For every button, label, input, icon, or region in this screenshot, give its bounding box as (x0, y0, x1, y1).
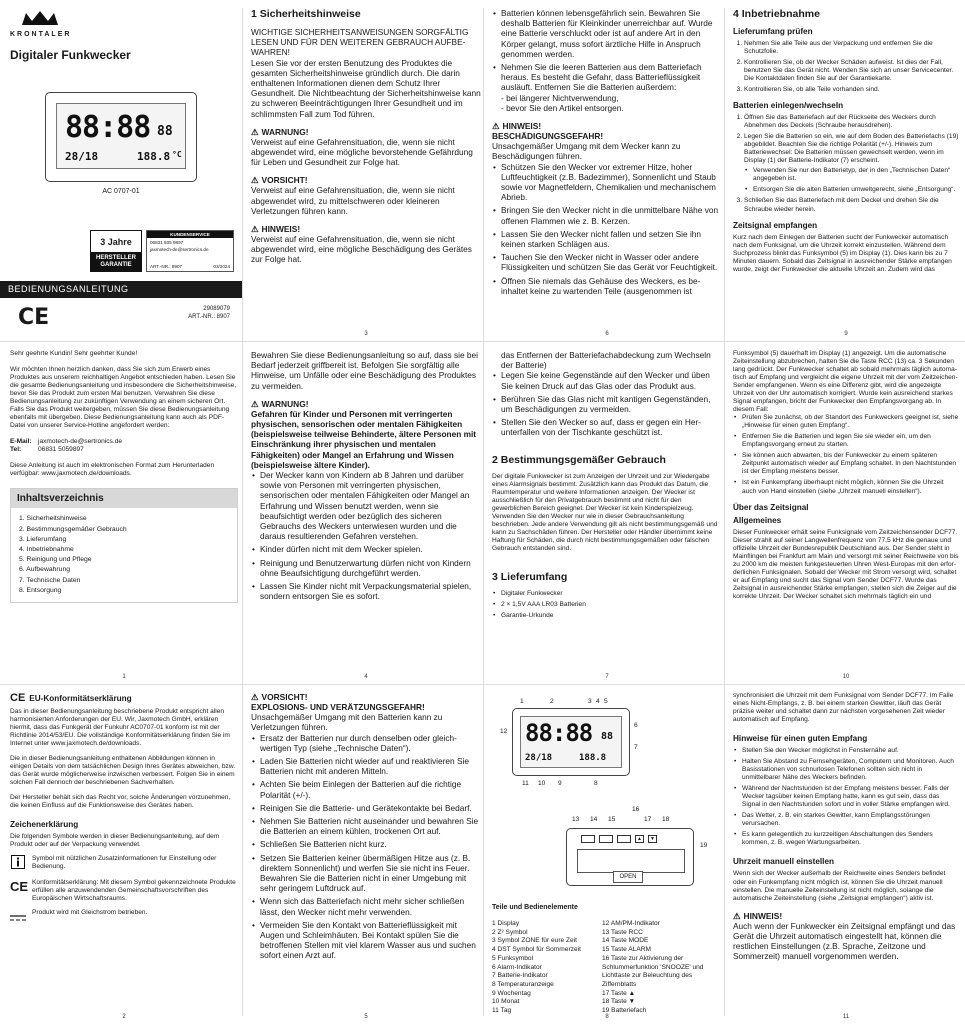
tel-value: 06831 5059897 (38, 446, 84, 454)
battery-safety-7: • Setzen Sie Batterien keiner übermäßigen Hitze aus (z. B. direktem Sonnenlicht) und werfen Sie sie nicht ins Feuer. Bewahren Sie die Batterien nicht in einer Umgebung mit sehr geringem Luftdruck auf. (260, 853, 481, 894)
part-item: 3 Symbol ZONE für eure Zeit (492, 937, 578, 945)
keep-manual-text: Bewahren Sie diese Bedienungsanleitung so auf, dass sie bei Bedarf jederzeit griffbereit ist. Befolgen Sie sorgfältig alle Hinweise, um Unfälle oder eine Beschädigung des Produktes zu vermeiden. (251, 350, 478, 391)
manufacturer-note: Der Hersteller behält sich das Recht vor, solche Änderungen vorzunehmen, die keinen Einfluss auf die Funktionsweise des Gerätes haben. (10, 794, 231, 810)
section-title-safety: 1 Sicherheitshinweise (251, 8, 361, 20)
page-number: 2 (122, 1014, 126, 1020)
heading-general: Allgemeines (733, 515, 782, 525)
illustration-note: Die in dieser Bedienungsanleitung enthaltenen Abbildungen können in einigen Details von dem tatsächlichen Design Ihres Gerätes abweichen, bzw. das Gerät wurde möglicherweise inzwischen verbessert. Folgen Sie in einem solchen Fall dennoch der beschriebenen Sachverhalten. (10, 755, 236, 787)
symbols-intro: Die folgenden Symbole werden in dieser Bedienungsanleitung, auf dem Produkt oder auf der Verpackung verwendet. (10, 833, 220, 849)
signal-continued: Funksymbol (5) dauerhaft im Display (1) angezeigt. Um die automatische Zeiteinstellung abzubrechen, halten Sie die Taste RCC (13) ca. 3 Sekunden lang gedrückt. Der Funkwecker schaltet ab sobald mehrmals täglich automatisch auf Empfang und vergleicht die eigene Uhrzeit mit der vom Zeitzeichen-Sender empfangenen. Wenn es eine Differenz gibt, wird die angezeigte Uhrzeit von der Uhr automatisch korrigiert. Wurde kein ausreichend starkes Signal empfangen, bricht der Funkwecker den Empfangsvorgang ab. In diesem Fall: (733, 350, 958, 414)
page-3-cover (0, 0, 242, 341)
mode-button-icon (599, 835, 613, 843)
callout: 16 (632, 806, 640, 813)
toc-item[interactable]: 3. Lieferumfang (19, 535, 67, 543)
callout: 9 (558, 780, 562, 787)
battery-safety-8: • Wenn sich das Batteriefach nicht mehr sicher schließen lässt, den Wecker nicht mehr verwenden. (260, 896, 481, 916)
toc-item[interactable]: 2. Bestimmungsgemäßer Gebrauch (19, 525, 127, 533)
signal-bullet-2: • Entfernen Sie die Batterien und legen Sie sie wieder ein, um den Empfangsvorgang erneut zu starten. (742, 433, 959, 449)
intro-text: Wir möchten Ihnen herzlich danken, dass Sie sich zum Erwerb eines Produktes aus unserem reichhaltigen Angebot entschieden haben. Lesen Sie die gesamte Bedienungsanleitung und insbesondere die Sicherheitshinweise, bevor Sie das Produkt zum ersten Mal benutzen. Verwahren Sie diese Bedienungsanleitung zur zukünftigen Verwendung an einem sicheren Ort. Falls Sie das Produkt weitergeben, müssen Sie diese Bedienungsanleitung ebenfalls mit übergeben. Diese Bedienungsanleitung kann auch als PDF-Datei von unserer Service-Hotline angefordert werden: (10, 366, 237, 430)
battery-safety-2: • Laden Sie Batterien nicht wieder auf und reaktivieren Sie Batterien nicht mit anderen Mitteln. (260, 756, 481, 776)
notice-title: HINWEIS! (502, 121, 542, 132)
service-art: ART.-NR.: 8907 (150, 264, 183, 269)
callout: 4 (596, 698, 600, 705)
part-item: 6 Alarm-Indikator (492, 963, 542, 971)
alarm-button-icon (617, 835, 631, 843)
child-bullet-3: • Reinigung und Benutzerwartung dürfen nicht von Kindern ohne Beaufsichtigung durchgeführt werden. (260, 558, 481, 578)
page-number: 10 (842, 674, 850, 680)
warning-icon: ⚠ (251, 692, 259, 702)
notice-heading (492, 121, 722, 131)
page-5 (251, 692, 481, 1024)
part-item: 14 Taste MODE (602, 937, 649, 945)
notice-subtitle: BESCHÄDIGUNGSGEFAHR! (492, 131, 604, 142)
continued-text: das Entfernen der Batteriefachabdeckung zum Wechseln der Batterie) (501, 350, 711, 371)
brand-logo (10, 10, 70, 38)
part-item: 7 Batterie-Indikator (492, 972, 548, 980)
toc-item[interactable]: 8. Entsorgung (19, 586, 62, 594)
page-11 (733, 692, 959, 1024)
reception-tip-2: • Halten Sie Abstand zu Fernsehgeräten, Computern und Monitoren. Auch Basisstationen von schnurlosen Telefonen sollten sich nicht in unmittelbarer Nähe des Weckers befinden. (742, 758, 959, 782)
heading-time-signal: Zeitsignal empfangen (733, 220, 818, 230)
page-10 (733, 350, 959, 684)
care-bullet-6: • Legen Sie keine Gegenstände auf den Wecker und üben Sie keinen Druck auf das Glas oder das Produkt aus. (501, 370, 722, 390)
parts-title: Teile und Bedienelemente (492, 904, 578, 911)
symbol-info-text: Symbol mit nützlichen Zusatzinformationen fur Einstellung oder Bedienung. (32, 855, 217, 871)
notice-text: Unsachgemäßer Umgang mit dem Wecker kann zu Beschädigungen führen. (492, 141, 681, 162)
child-bullet-4: • Lassen Sie Kinder nicht mit Verpackungsmaterial spielen, sondern entsorgen Sie es sofort. (260, 581, 481, 601)
ce-icon: CE (10, 879, 29, 895)
page-number: 4 (364, 674, 368, 680)
eu-heading (10, 692, 238, 704)
parts-list-left (492, 920, 598, 1016)
callout: 17 (644, 816, 652, 823)
battery-step-1: 1. Öffnen Sie das Batteriefach auf der Rückseite des Weckers durch Abnehmen des Deckels (Schraube herausdrehen). (744, 114, 959, 130)
clock-seconds: 88 (157, 124, 173, 139)
part-item: 8 Temperaturanzeige (492, 980, 554, 988)
warning-icon: ⚠ (492, 121, 500, 132)
callout: 14 (590, 816, 598, 823)
part-item: 4 DST Symbol für Sommerzeit (492, 946, 581, 954)
crown-icon (20, 10, 60, 26)
eu-title: EU-Konformitätserklärung (29, 693, 132, 703)
online-note: Diese Anleitung ist auch im elektronischen Format zum Herunterladen verfügbar: www.jaxmotech.de/downloads. (10, 462, 215, 478)
part-item: 2 Z² Symbol (492, 928, 528, 936)
caution-heading (251, 175, 481, 185)
signal-bullet-3: • Sie können auch abwarten, bis der Funkwecker zu einem späteren Zeitpunkt automatisch wieder auf Empfang schaltet. In den Nachtstunden ist der Empfang meistens besser. (742, 452, 959, 476)
caution-title: VORSICHT! (261, 175, 308, 186)
battery-safety-4: • Reinigen Sie die Batterie- und Gerätekontakte bei Bedarf. (260, 803, 481, 813)
warning-text: Verweist auf eine Gefahrensituation, die, wenn sie nicht abgewendet wird, eine mögliche bevorstehende Gefährdung für Leben und Gesundheit zur Folge hat. (251, 136, 473, 168)
toc-box (10, 488, 238, 603)
safety-intro: Lesen Sie vor der ersten Benutzung des Produktes die gesamten Sicherheitshinweise gründlich durch. Die darin enthaltenen Informationen dienen dem Schutz Ihrer Gesundheit. Die Nichtbeachtung der Sicherheitshinweise kann zu schweren Beeinträchtigungen Ihrer Gesundheit und im schlimmsten Fall zum Tod führen. (251, 57, 481, 119)
general-text: Dieser Funkwecker erhält seine Funksignale vom Zeitzeichensender DCF77. Dieser strahlt auf seiner Langwellenfrequenz von 77,5 kHz die genaue und offizielle Uhrzeit der Bundesrepublik Deutschland aus. Der Sender steht in Mainflingen bei Frankfurt am Main und versorgt mit seiner Reichweite von bis zu 2000 km die meisten funkgesteuerten Uhren West-Europas mit den erforderlichen Funksignalen. Sobald der Wecker mit Strom versorgt wird, schaltet er auf Empfang und sucht das Signal vom Sender DCF77. Wurde das Zeitsignal in ausreichender Stärke empfangen, stellen sich die Zeiger auf die korrekte Uhrzeit. Der Wecker schaltet sich mehrmals täglich ein und (733, 528, 959, 600)
care-bullet-8: • Stellen Sie den Wecker so auf, dass er gegen ein Herunterfallen von der Tischkante geschützt ist. (501, 417, 722, 437)
toc-list (11, 508, 237, 602)
callout: 19 (700, 842, 708, 849)
section-title-delivery: 3 Lieferumfang (492, 570, 568, 583)
product-title: Digitaler Funkwecker (10, 48, 131, 62)
clock-time: 88:88 (525, 719, 593, 747)
callout: 2 (550, 698, 554, 705)
warning-icon: ⚠ (251, 175, 259, 186)
rcc-button-icon (581, 835, 595, 843)
page-number: 7 (605, 674, 609, 680)
clock-temp: 188.8 (137, 150, 171, 163)
battery-step-3: 3. Schließen Sie das Batteriefach mit dem Deckel und drehen Sie die Schraube wieder herein. (744, 197, 959, 213)
email-value: jaxmotech-de@sertronics.de (38, 438, 123, 446)
signal-bullet-4: • Ist ein Funkempfang überhaupt nicht möglich, können Sie die Uhrzeit auch von Hand einstellen (siehe „Uhrzeit manuell einstellen“). (742, 479, 959, 495)
warning-heading (251, 127, 481, 137)
delivery-step-2: 2. Kontrollieren Sie, ob der Wecker Schäden aufweist. Ist dies der Fall, benutzen Sie das Gerät nicht. Wenden Sie sich an unser Servicecenter. Die Kontaktdaten finden Sie auf der Garantiekarte. (744, 59, 959, 83)
doc-number: 29089079 (203, 306, 230, 312)
time-signal-text: Kurz nach dem Einlegen der Batterien sucht der Funkwecker automatisch nach dem Funksignal, um die Uhrzeit korrekt einzustellen. Während dem Suchprozess blinkt das Funksymbol (5) im Display (1). Dies kann bis zu 7 Minuten dauern. Sobald das Zeitsignal in ausreichender Stärke empfangen wurde, zeigt der Funkwecker die aktuelle Uhrzeit an. Zudem wird das (733, 233, 952, 273)
warning-icon: ⚠ (733, 910, 741, 921)
delivery-step-3: 3. Kontrollieren Sie, ob alle Teile vorhanden sind. (744, 86, 959, 94)
care-bullet-1: • Schützen Sie den Wecker vor extremer Hitze, hoher Luftfeuchtigkeit (z.B. Badezimmer), Sonnenlicht und Staub sowie vor Magnetfeldern, Chemikalien und mechanischem Abrieb. (501, 162, 722, 203)
callout: 15 (608, 816, 616, 823)
battery-step-2 (744, 133, 959, 194)
care-bullet-7: • Berühren Sie das Glas nicht mit kantigen Gegenständen, um Beschädigungen zu vermeiden. (501, 394, 722, 414)
battery-step-2-text: Legen Sie die Batterien so ein, wie auf dem Boden des Batteriefachs (19) abgebildet. Beachten Sie die richtige Polarität (+/-). Hinweis zum Batteriewechsel: Die Batterien müssen gewechselt werden, wenn im Display (1) der Batterie-Indikator (7) erscheint. (744, 133, 959, 165)
service-title: KUNDENSERVICE (147, 231, 233, 238)
safety-intro-caps: WICHTIGE SICHERHEITSANWEISUNGEN SORGFÄLTIG LESEN UND FÜR DEN WEITEREN GEBRAUCH AUFBEWAHREN! (251, 27, 469, 58)
open-label: OPEN (613, 871, 643, 883)
toc-item[interactable]: 4. Inbetriebnahme (19, 545, 74, 553)
clock-front-diagram (512, 708, 630, 776)
callout: 8 (594, 780, 598, 787)
page-1 (10, 350, 238, 684)
reception-tip-1: • Stellen Sie den Wecker möglichst in Fensternähe auf. (742, 747, 959, 755)
callout: 6 (634, 722, 638, 729)
signal-bullet-1: • Prüfen Sie zunächst, ob der Standort des Funkweckers geeignet ist, siehe „Hinweise für einen guten Empfang“. (742, 414, 959, 430)
toc-item[interactable]: 6. Aufbewahrung (19, 566, 71, 574)
page-4 (251, 350, 481, 684)
part-item: 16 Taste zur Aktivierung der Schlummerfunktion 'SNOOZE' und Lichttaste zur Beleuchtung des Ziffernblatts (602, 954, 704, 988)
battery-sub-1: - bei längerer Nichtverwendung, (501, 92, 619, 103)
part-item: 10 Monat (492, 998, 520, 1006)
part-item: 11 Tag (492, 1007, 512, 1015)
manual-banner: BEDIENUNGSANLEITUNG (0, 281, 242, 298)
heading-batteries: Batterien einlegen/wechseln (733, 101, 844, 111)
page-6 (492, 8, 722, 341)
warning-title: WARNUNG! (261, 126, 309, 137)
page-number: 9 (844, 331, 848, 337)
contact-block (10, 438, 238, 454)
callout: 5 (604, 698, 608, 705)
part-item: 12 AM/PM-Indikator (602, 920, 660, 927)
tel-label: Tel: (10, 446, 22, 454)
caution-subtitle: EXPLOSIONS- UND VERÄTZUNGSGEFAHR! (251, 702, 425, 712)
part-item: 15 Taste ALARM (602, 946, 651, 954)
clock-illustration (45, 92, 197, 182)
part-item: 1 Display (492, 920, 520, 927)
warranty-badge (90, 230, 142, 272)
ce-icon: CE (10, 692, 26, 704)
model-number: AC 0707-01 (102, 188, 140, 195)
notice-title: HINWEIS! (743, 910, 783, 921)
warning-title: WARNUNG! (261, 398, 309, 409)
button-row (581, 835, 657, 843)
service-card (146, 230, 234, 272)
page-number: 3 (364, 331, 368, 337)
warning-bold-text: Gefahren für Kinder und Personen mit verringerten physischen, sensorischen oder mentalen Fähigkeiten (beispielsweise teilweise Behinderte, ältere Personen mit Einschränkung ihrer physischen und mentalen Fähigkeiten) oder Mangel an Erfahrung und Wissen (beispielsweise ältere Kinder). (251, 408, 477, 470)
clock-front-display (520, 716, 622, 768)
heading-symbols: Zeichenerklärung (10, 820, 79, 830)
callout: 12 (500, 728, 508, 735)
battery-safety-1: • Ersatz der Batterien nur durch denselben oder gleichwertigen Typ (siehe „Technische Daten“). (260, 733, 481, 753)
page-number: 5 (364, 1014, 368, 1020)
battery-bullet-2: • Nehmen Sie die leeren Batterien aus dem Batteriefach heraus. Es besteht die Gefahr, dass Batterieflüssigkeit ausläuft. Entfernen Sie die Batterien außerdem: (501, 62, 722, 93)
notice-text: Auch wenn der Funkwecker ein Zeitsignal empfängt und das Gerät die Uhrzeit automatisch eingestellt hat, können die restlichen Einstellungen (z.B. Sprache, Zeitzone und Sommerzeit) manuell vorgenommen werden. (733, 920, 956, 962)
caution-intro: Unsachgemäßer Umgang mit den Batterien kann zu Verletzungen führen. (251, 712, 443, 733)
page-number: 11 (842, 1014, 850, 1020)
symbol-ce-text: Konformitätserklärung: Mit diesem Symbol gekennzeichnete Produkte erfüllen alle anzuwendenden Gemeinschaftsvorschriften des Europäischen Wirtschaftsraums. (32, 879, 236, 903)
page-3-safety (251, 8, 481, 341)
page-number: 8 (605, 1014, 609, 1020)
delivery-item: • Digitaler Funkwecker (501, 590, 722, 598)
ce-mark: CE (18, 305, 50, 330)
battery-sub-2: • Entsorgen Sie die alten Batterien umweltgerecht, siehe „Entsorgung“. (753, 186, 959, 194)
clock-back-diagram (566, 828, 694, 886)
delivery-item: • 2 × 1,5V AAA LR03 Batterien (501, 601, 722, 609)
caution-text: Verweist auf eine Gefahrensituation, die, wenn sie nicht abgewendet wird, zu mittelschweren oder kleineren Verletzungen führen kann. (251, 185, 455, 216)
info-icon (10, 855, 26, 874)
warning-icon: ⚠ (251, 398, 259, 409)
heading-about-signal: Über das Zeitsignal (733, 502, 809, 512)
caution-heading (251, 692, 481, 702)
clock-date: 28/18 (65, 150, 99, 163)
warning-heading (251, 399, 481, 409)
greeting: Sehr geehrte Kundin! Sehr geehrter Kunde! (10, 350, 138, 357)
intended-use-text: Der digitale Funkwecker ist zum Anzeigen der Uhrzeit und zur Wiedergabe eines Alarmsignals bestimmt. Zusätzlich kann das Produkt das Datum, die Raumtemperatur und weitere Informationen anzeigen. Der Wecker ist ausschließlich für den Privatgebrauch bestimmt und nicht für den gewerblichen Bereich geeignet. Der Wecker ist kein Kinderspielzeug. Verwenden Sie den Wecker nur wie in dieser Gebrauchsanleitung beschrieben. Jede andere Verwendung gilt als nicht bestimmungsgemäß und kann zu Sachschäden führen. Der Hersteller oder Händler übernimmt keine Haftung für Schäden, die durch nicht bestimmungsgemäßen oder falschen Gebrauch entstanden sind. (492, 472, 718, 552)
toc-item[interactable]: 1. Sicherheitshinweise (19, 515, 87, 523)
part-item: 19 Batteriefach (602, 1007, 647, 1015)
child-bullet-1: • Der Wecker kann von Kindern ab 8 Jahren und darüber sowie von Personen mit verringerten physischen, sensorischen oder mentalen Fähigkeiten oder Mangel an Erfahrung und Wissen benutzt werden, wenn sie beaufsichtigt werden oder bezüglich des sicheren Gebrauchs des Weckers unterwiesen wurden und die daraus resultierenden Gefahren verstehen. (260, 470, 481, 541)
heading-delivery-check: Lieferumfang prüfen (733, 27, 813, 36)
care-bullet-3: • Lassen Sie den Wecker nicht fallen und setzen Sie ihn keinen starken Schlägen aus. (501, 229, 722, 249)
care-bullet-2: • Bringen Sie den Wecker nicht in die unmittelbare Nähe von offenen Flammen wie z. B. Kerzen. (501, 205, 722, 225)
clock-temp: 188.8 (579, 753, 607, 763)
service-mail: jaxmotech-de@sertronics.de (150, 247, 209, 252)
warning-icon: ⚠ (251, 126, 259, 137)
dc-current-icon (10, 909, 26, 927)
symbol-dc-text: Produkt wird mit Gleichstrom betrieben. (32, 908, 148, 916)
delivery-item: • Garantie-Urkunde (501, 612, 722, 620)
battery-sub-2: - bevor Sie den Artikel entsorgen. (501, 102, 624, 113)
clock-display (56, 103, 186, 169)
service-phone: 06831 505 9897 (150, 240, 184, 245)
toc-item[interactable]: 5. Reinigung und Pflege (19, 556, 92, 564)
battery-safety-5: • Nehmen Sie Batterien nicht auseinander und bewahren Sie die Batterien an einem kühlen, trockenen Ort auf. (260, 816, 481, 836)
toc-item[interactable]: 7. Technische Daten (19, 576, 81, 584)
reception-tip-4: • Das Wetter, z. B. ein starkes Gewitter, kann Empfangsstörungen verursachen. (742, 812, 959, 828)
up-button-icon: ▲ (635, 835, 644, 843)
callout: 18 (662, 816, 670, 823)
heading-manual-time: Uhrzeit manuell einstellen (733, 857, 835, 867)
notice-title: HINWEIS! (261, 224, 301, 235)
callout: 11 (522, 780, 529, 787)
heading-good-reception: Hinweise für einen guten Empfang (733, 734, 868, 744)
clock-date: 28/18 (525, 753, 553, 763)
part-item: 18 Taste ▼ (602, 998, 636, 1006)
battery-compartment (577, 849, 685, 873)
page-7 (492, 350, 722, 684)
care-bullet-5: • Öffnen Sie niemals das Gehäuse des Weckers, es beinhaltet keine zu wartenden Teile (ausgenommen ist (501, 276, 722, 296)
delivery-step-1: 1. Nehmen Sie alle Teile aus der Verpackung und entfernen Sie die Schutzfolie. (744, 40, 959, 56)
callout: 7 (634, 744, 638, 751)
clock-time: 88:88 (65, 110, 151, 145)
callout: 10 (538, 780, 546, 787)
battery-bullet-1: • Batterien können lebensgefährlich sein. Bewahren Sie deshalb Batterien für Kleinkinder unerreichbar auf. Wurde eine Batterie verschluckt oder ist auf andere Art in den Körper gelangt, muss sofort ärztliche Hilfe in Anspruch genommen werden. (501, 8, 722, 59)
caution-title: VORSICHT! (261, 692, 308, 702)
battery-sub-1: • Verwenden Sie nur den Batterietyp, der in den „Technischen Daten“ angegeben ist. (753, 167, 959, 183)
child-bullet-2: • Kinder dürfen nicht mit dem Wecker spielen. (260, 544, 481, 554)
notice-text: Verweist auf eine Gefahrensituation, die, wenn sie nicht abgewendet wird, eine mögliche Beschädigung des Gerätes zur Folge hat. (251, 234, 472, 265)
art-number: ART.-NR.: 8907 (188, 314, 230, 320)
toc-title: Inhaltsverzeichnis (11, 489, 237, 508)
page-2 (10, 692, 238, 1024)
warranty-years: 3 Jahre (90, 230, 142, 252)
battery-safety-3: • Achten Sie beim Einlegen der Batterien auf die richtige Polarität (+/-). (260, 779, 481, 799)
email-label: E-Mail: (10, 438, 32, 446)
care-bullet-4: • Tauchen Sie den Wecker nicht in Wasser oder andere Flüssigkeiten und schützen Sie das Gerät vor Feuchtigkeit. (501, 252, 722, 272)
section-title-setup: 4 Inbetriebnahme (733, 8, 820, 20)
page-9 (733, 8, 959, 341)
part-item: 17 Taste ▲ (602, 989, 636, 997)
callout: 13 (572, 816, 580, 823)
notice-heading (251, 224, 481, 234)
parts-list-right (602, 920, 720, 1016)
battery-safety-9: • Vermeiden Sie den Kontakt von Batterieflüssigkeit mit Augen und Schleimhäuten. Bei Kontakt spülen Sie die betroffenen Stellen mit viel klarem Wasser aus und suchen sofort einen Arzt auf. (260, 920, 481, 961)
page-number: 1 (122, 674, 126, 680)
reception-tip-3: • Während der Nachtstunden ist der Empfang meistens besser. Falls der Wecker tagsüber keinen Empfang hatte, kann es gut sein, dass das Signal in den Nachtstunden sofort und in voller Stärke empfangen wird. (742, 785, 959, 809)
page-number: 6 (605, 331, 609, 337)
callout: 3 (588, 698, 592, 705)
sync-text: synchronisiert die Uhrzeit mit dem Funksignal vom Sender DCF77. Im Falle eines Nicht-Empfangs, z. B. bei einem starken Gewitter, läuft das Gerät präzise weiter und schaltet dann zur nächsten vorgesehenen Zeit wieder automatisch auf Empfang. (733, 692, 954, 724)
part-item: 9 Wochentag (492, 989, 531, 997)
warning-icon: ⚠ (251, 224, 259, 235)
service-date: 03/2024 (213, 264, 230, 269)
reception-tip-5: • Es kann gelegentlich zu kurzzeitigen Abschaltungen des Senders kommen, z. B. wegen Wartungsarbeiten. (742, 831, 959, 847)
battery-safety-6: • Schließen Sie Batterien nicht kurz. (260, 839, 481, 849)
clock-seconds: 88 (601, 731, 614, 742)
part-item: 13 Taste RCC (602, 928, 643, 936)
part-item: 5 Funksymbol (492, 954, 534, 962)
page-8 (492, 692, 722, 1024)
warranty-label: HERSTELLER GARANTIE (90, 252, 142, 272)
clock-temp-unit: °C (172, 150, 182, 159)
brand-name: KRONTALER (10, 31, 72, 38)
manual-time-text: Wenn sich der Wecker außerhalb der Reichweite eines Senders befindet oder ein Funkempfang nicht möglich ist, können Sie die Uhrzeit manuell einstellen. Die manuelle Zeiteinstellung ist nicht möglich, solange die automatische Zeiteinstellung (siehe „Zeitsignal empfangen“) aktiv ist. (733, 870, 946, 902)
notice-heading (733, 911, 959, 921)
callout: 1 (520, 698, 524, 705)
down-button-icon: ▼ (648, 835, 657, 843)
eu-text: Das in dieser Bedienungsanleitung beschriebene Produkt entspricht allen harmonisierten Anforderungen der EU. Wir, Jaxmotech GmbH, erklären hiermit, dass das Funkgerät der Funkuhr AC0707-01 konform ist mit der Richtlinie 2014/53/EU. Die vollständige Konformitätserklärung finden Sie im Internet unter www.jaxmotech.de/downloads. (10, 708, 230, 748)
section-title-intended-use: 2 Bestimmungsgemäßer Gebrauch (492, 453, 666, 466)
